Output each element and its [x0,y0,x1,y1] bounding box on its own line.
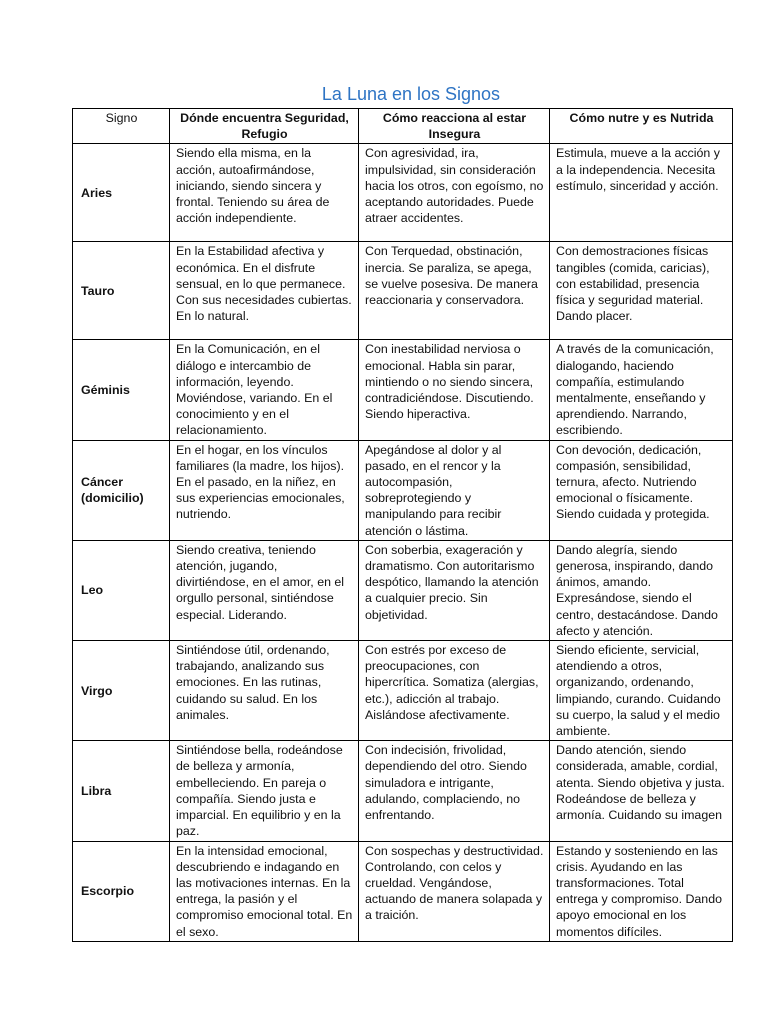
cell-nurture: Con demostraciones físicas tangibles (comida, caricias), con estabilidad, presencia física y seguridad material. Dando placer. [550,242,733,340]
header-nurture: Cómo nutre y es Nutrida [550,109,733,144]
cell-insecure: Apegándose al dolor y al pasado, en el rencor y la autocompasión, sobreprotegiendo y manipulando para recibir atención o lástima. [359,440,550,540]
cell-nurture: Estando y sosteniendo en las crisis. Ayudando en las transformaciones. Total entrega y compromiso. Dando apoyo emocional en los momentos difíciles. [550,841,733,941]
cell-refuge: Sintiéndose bella, rodeándose de belleza y armonía, embelleciendo. En pareja o compañía. Siendo justa e imparcial. En equilibrio y en la paz. [170,741,359,841]
cell-sign: Aries [73,144,170,242]
cell-nurture: Dando alegría, siendo generosa, inspirando, dando ánimos, amando. Expresándose, siendo el centro, destacándose. Dando afecto y atención. [550,540,733,640]
cell-insecure: Con Terquedad, obstinación, inercia. Se paraliza, se apega, se vuelve posesiva. De manera reaccionaria y conservadora. [359,242,550,340]
cell-sign: Géminis [73,340,170,440]
cell-sign: Libra [73,741,170,841]
cell-nurture: Dando atención, siendo considerada, amable, cordial, atenta. Siendo objetiva y justa. Rodeándose de belleza y armonía. Cuidando su imagen [550,741,733,841]
header-sign: Signo [73,109,170,144]
table-row [73,242,733,340]
cell-nurture: A través de la comunicación, dialogando, haciendo compañía, estimulando mentalmente, enseñando y aprendiendo. Narrando, escribiendo. [550,340,733,440]
header-insecure: Cómo reacciona al estar Insegura [359,109,550,144]
cell-insecure: Con indecisión, frivolidad, dependiendo del otro. Siendo simuladora e intrigante, adulando, complaciendo, no enfrentando. [359,741,550,841]
cell-insecure: Con soberbia, exageración y dramatismo. Con autoritarismo despótico, llamando la atención a cualquier precio. Sin objetividad. [359,540,550,640]
table-row [73,440,733,540]
moon-signs-table [72,108,733,942]
cell-refuge: Sintiéndose útil, ordenando, trabajando, analizando sus emociones. En las rutinas, cuidando su salud. En los animales. [170,641,359,741]
header-refuge: Dónde encuentra Seguridad, Refugio [170,109,359,144]
cell-insecure: Con inestabilidad nerviosa o emocional. Habla sin parar, mintiendo o no siendo sincera, contradiciéndose. Discutiendo. Siendo hiperactiva. [359,340,550,440]
cell-refuge: Siendo ella misma, en la acción, autoafirmándose, iniciando, siendo sincera y frontal. Teniendo su área de acción independiente. [170,144,359,242]
cell-insecure: Con agresividad, ira, impulsividad, sin consideración hacia los otros, con egoísmo, no aceptando autoridades. Puede atraer accidentes. [359,144,550,242]
table-row [73,741,733,841]
cell-refuge: En la Comunicación, en el diálogo e intercambio de información, leyendo. Moviéndose, variando. En el conocimiento y en el relacionamiento. [170,340,359,440]
table-row [73,641,733,741]
cell-refuge: En la intensidad emocional, descubriendo e indagando en las motivaciones internas. En la entrega, la pasión y el compromiso emocional total. En el sexo. [170,841,359,941]
cell-sign: Cáncer (domicilio) [73,440,170,540]
cell-insecure: Con sospechas y destructividad. Controlando, con celos y crueldad. Vengándose, actuando de manera solapada y a traición. [359,841,550,941]
cell-refuge: En la Estabilidad afectiva y económica. En el disfrute sensual, en lo que permanece. Con sus necesidades cubiertas. En lo natural. [170,242,359,340]
cell-nurture: Estimula, mueve a la acción y a la independencia. Necesita estímulo, sinceridad y acción. [550,144,733,242]
table-row [73,540,733,640]
cell-sign: Leo [73,540,170,640]
cell-sign: Tauro [73,242,170,340]
table-row [73,841,733,941]
cell-refuge: Siendo creativa, teniendo atención, jugando, divirtiéndose, en el amor, en el orgullo personal, sintiéndose especial. Liderando. [170,540,359,640]
cell-sign: Escorpio [73,841,170,941]
cell-nurture: Siendo eficiente, servicial, atendiendo a otros, organizando, ordenando, limpiando, curando. Cuidando su cuerpo, la salud y el medio ambiente. [550,641,733,741]
cell-refuge: En el hogar, en los vínculos familiares (la madre, los hijos). En el pasado, en la niñez, en sus experiencias emocionales, nutriendo. [170,440,359,540]
cell-insecure: Con estrés por exceso de preocupaciones, con hipercrítica. Somatiza (alergias, etc.), adicción al trabajo. Aislándose afectivamente. [359,641,550,741]
cell-nurture: Con devoción, dedicación, compasión, sensibilidad, ternura, afecto. Nutriendo emocional o físicamente. Siendo cuidada y protegida. [550,440,733,540]
table-row [73,340,733,440]
document-title: La Luna en los Signos [321,84,501,104]
table-row [73,144,733,242]
table-header-row [73,109,733,144]
cell-sign: Virgo [73,641,170,741]
